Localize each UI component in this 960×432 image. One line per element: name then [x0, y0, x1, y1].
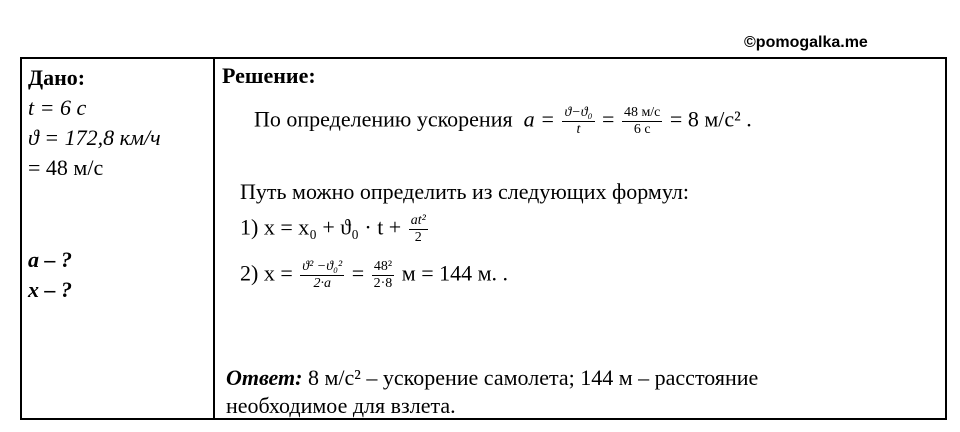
fraction-denominator: 2 — [414, 230, 422, 245]
fraction-denominator: 2·8 — [373, 276, 393, 291]
formula-2-fraction-values — [372, 259, 395, 292]
fraction-numerator: at² — [410, 213, 426, 228]
fraction-numerator: ϑ−ϑ₀ — [564, 105, 593, 120]
acceleration-line: По определению ускорения a = $\frac{\text{ϑ−ϑ₀}}{t}$ = $\frac{48 м/с}{6 с}$ = 8 м/с² . — [254, 105, 752, 137]
formula-2-fraction-symbolic — [300, 259, 344, 292]
acceleration-fraction-values — [622, 105, 662, 138]
given-velocity: ϑ = 172,8 км/ч — [28, 125, 161, 150]
answer-label: Ответ: — [226, 365, 303, 390]
column-divider — [213, 59, 215, 418]
formula-2-lhs: 2) x = — [240, 260, 293, 286]
answer-text: 8 м/с² – ускорение самолета; 144 м – расстояние — [307, 365, 759, 390]
solution-table — [20, 57, 947, 420]
acceleration-fraction-definition — [562, 105, 594, 138]
acceleration-result: = 8 м/с² . — [669, 106, 752, 132]
formula-1 — [240, 213, 430, 246]
answer-line-2: необходимое для взлета. — [226, 393, 456, 418]
find-distance: x – ? — [28, 277, 72, 302]
path-text: Путь можно определить из следующих формул: — [240, 179, 689, 204]
given-time: t = 6 с — [28, 95, 87, 120]
solution-header: Решение: — [222, 63, 316, 88]
acceleration-lhs: a = — [523, 106, 555, 132]
given-velocity-si: = 48 м/с — [28, 155, 104, 180]
formula-1-expression: 1) x = x₀ + ϑ₀ · t + — [240, 214, 402, 240]
acceleration-text: По определению ускорения — [254, 106, 513, 132]
fraction-denominator: t — [576, 122, 581, 137]
answer-line — [226, 365, 758, 391]
fraction-denominator: 6 с — [633, 122, 651, 137]
fraction-numerator: 48² — [372, 259, 395, 276]
find-acceleration: a – ? — [28, 247, 72, 272]
formula-2-result: м = 144 м. . — [401, 260, 509, 286]
given-header: Дано: — [28, 65, 86, 90]
fraction-numerator: 48 м/с — [623, 105, 661, 120]
formula-2: 2) x = $\frac{\text{ϑ² −ϑ₀²}}{2\cdot a}$ = $\frac{\text{48²}}{2\cdot 8}$ м = 144 м. . — [240, 259, 509, 291]
fraction-denominator: 2·a — [313, 276, 331, 291]
watermark: ©pomogalka.me — [744, 34, 868, 51]
fraction-numerator: ϑ² −ϑ₀² — [302, 259, 343, 274]
formula-1-fraction — [409, 213, 428, 246]
given-column — [28, 63, 208, 305]
